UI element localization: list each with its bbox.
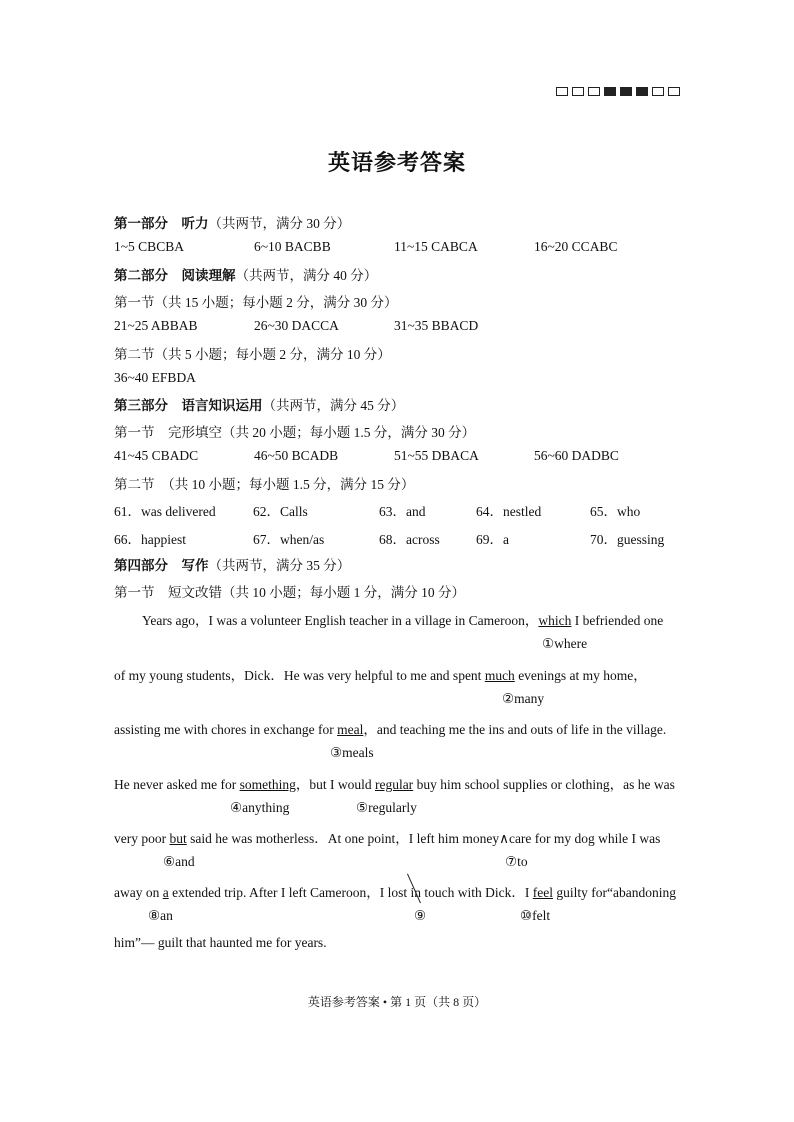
grammar-answer: 66．happiest: [114, 532, 186, 547]
answer-group: 11~15 CABCA: [394, 239, 478, 254]
registration-mark: [604, 87, 616, 96]
answer-group: 16~20 CCABC: [534, 239, 618, 254]
passage-line-7: him”— guilt that haunted me for years.: [114, 935, 327, 950]
registration-mark: [572, 87, 584, 96]
error-word-1: which: [538, 613, 572, 628]
part2-note: （共两节，满分 40 分）: [235, 268, 378, 283]
page-footer: 英语参考答案 • 第 1 页（共 8 页）: [307, 995, 487, 1009]
passage-line-4: He never asked me for something，but I would regular buy him school supplies or clothing，as he was: [114, 777, 675, 792]
passage-line-6: away on a extended trip. After I left Cameroon，I lost in touch with Dick．I feel guilty for“abandoning: [114, 885, 676, 900]
registration-mark: [556, 87, 568, 96]
grammar-answer: 69．a: [476, 532, 509, 547]
error-word-3: meal: [337, 722, 364, 737]
answer-group: 1~5 CBCBA: [114, 239, 184, 254]
error-word-4: something: [239, 777, 296, 792]
part3-section2: 第二节 （共 10 小题；每小题 1.5 分，满分 15 分）: [114, 477, 415, 492]
error-word-8: a: [162, 885, 169, 900]
correction-4: ④anything: [230, 800, 290, 815]
grammar-answer: 63．and: [379, 504, 426, 519]
error-word-5: regular: [374, 777, 414, 792]
correction-3: ③meals: [330, 745, 374, 760]
correction-1: ①where: [542, 636, 588, 651]
passage-line-1: Years ago，I was a volunteer English teacher in a village in Cameroon，which I befriended one: [142, 613, 664, 628]
grammar-answer: 67．when/as: [253, 532, 325, 547]
part4-heading: 第四部分 写作: [114, 558, 209, 573]
correction-8: ⑧an: [148, 908, 173, 923]
answer-group: 41~45 CBADC: [114, 448, 199, 463]
passage-line-3: assisting me with chores in exchange for meal，and teaching me the ins and outs of life in the village.: [114, 722, 667, 737]
part1-heading: 第一部分 听力: [114, 216, 209, 231]
part3-section1: 第一节 完形填空（共 20 小题；每小题 1.5 分，满分 30 分）: [114, 425, 476, 440]
passage-line-2: of my young students，Dick．He was very helpful to me and spent much evenings at my home，: [114, 668, 647, 683]
grammar-answer: 70．guessing: [590, 532, 665, 547]
part2-heading-line: [114, 264, 377, 284]
answer-group: 56~60 DADBC: [534, 448, 619, 463]
grammar-answer: 65．who: [590, 504, 641, 519]
error-word-6: but: [169, 831, 187, 846]
registration-mark: [620, 87, 632, 96]
registration-mark: [652, 87, 664, 96]
part2-section2: 第二节（共 5 小题；每小题 2 分，满分 10 分）: [114, 347, 391, 362]
registration-marks: [556, 87, 680, 96]
part4-section1: 第一节 短文改错（共 10 小题；每小题 1 分，满分 10 分）: [114, 585, 465, 600]
answer-group: 26~30 DACCA: [254, 318, 339, 333]
answer-group: 21~25 ABBAB: [114, 318, 198, 333]
part3-heading: 第三部分 语言知识运用: [114, 398, 263, 413]
answer-group: 36~40 EFBDA: [114, 370, 196, 385]
answer-group: 6~10 BACBB: [254, 239, 331, 254]
part2-heading: 第二部分 阅读理解: [114, 268, 236, 283]
registration-mark: [588, 87, 600, 96]
correction-2: ②many: [502, 691, 545, 706]
registration-mark: [636, 87, 648, 96]
part3-heading-line: [114, 394, 404, 414]
part1-heading-line: [114, 212, 350, 232]
grammar-answer: 64．nestled: [476, 504, 542, 519]
page-title: 英语参考答案: [327, 150, 466, 175]
registration-mark: [668, 87, 680, 96]
answer-group: 31~35 BBACD: [394, 318, 479, 333]
grammar-answer: 61．was delivered: [114, 504, 216, 519]
part4-note: （共两节，满分 35 分）: [208, 558, 351, 573]
grammar-answer: 62．Calls: [253, 504, 308, 519]
part4-heading-line: [114, 554, 350, 574]
part3-note: （共两节，满分 45 分）: [262, 398, 405, 413]
passage-line-5: very poor but said he was motherless．At one point，I left him money∧care for my dog while I was: [114, 831, 661, 846]
correction-7: ⑦to: [505, 854, 528, 869]
error-word-2: much: [484, 668, 515, 683]
error-word-10: feel: [532, 885, 554, 900]
correction-6: ⑥and: [163, 854, 195, 869]
part2-section1: 第一节（共 15 小题；每小题 2 分，满分 30 分）: [114, 295, 398, 310]
answer-group: 46~50 BCADB: [254, 448, 339, 463]
correction-9: ⑨: [414, 908, 427, 923]
correction-10: ⑩felt: [520, 908, 551, 923]
grammar-answer: 68．across: [379, 532, 440, 547]
correction-5: ⑤regularly: [356, 800, 417, 815]
answer-group: 51~55 DBACA: [394, 448, 479, 463]
part1-note: （共两节，满分 30 分）: [208, 216, 351, 231]
